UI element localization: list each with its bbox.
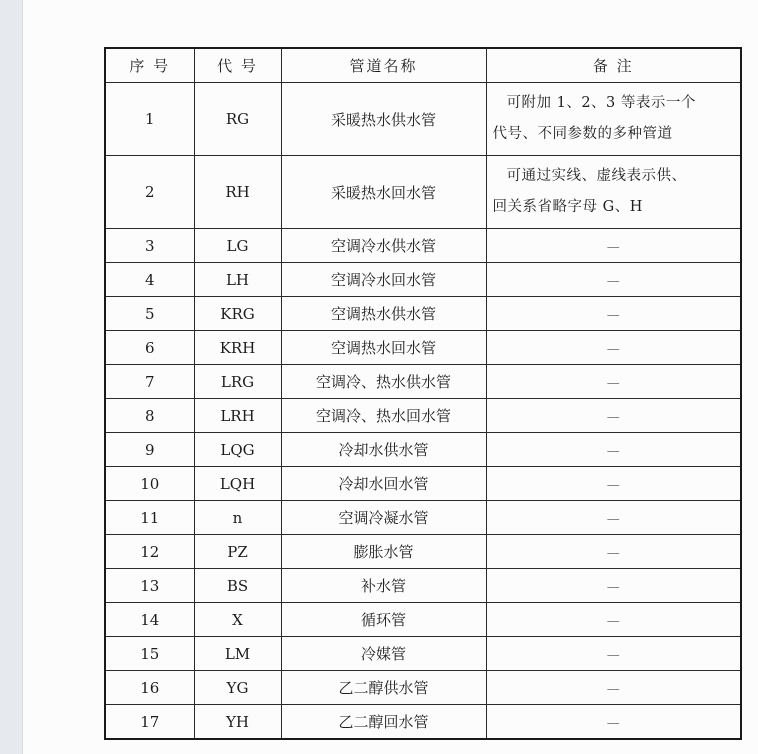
row-name: 空调热水回水管 bbox=[281, 331, 486, 365]
table-row bbox=[105, 83, 741, 156]
row-note-dash: — bbox=[606, 613, 620, 629]
row-note-line: 回关系省略字母 G、H bbox=[492, 199, 643, 215]
row-name: 循环管 bbox=[281, 603, 486, 637]
row-note bbox=[486, 535, 741, 569]
row-name: 空调冷水供水管 bbox=[281, 229, 486, 263]
row-note bbox=[486, 331, 741, 365]
row-name: 空调冷水回水管 bbox=[281, 263, 486, 297]
row-name: 冷却水回水管 bbox=[281, 467, 486, 501]
row-seq: 4 bbox=[105, 263, 194, 297]
row-seq: 9 bbox=[105, 433, 194, 467]
row-seq: 11 bbox=[105, 501, 194, 535]
row-note-dash: — bbox=[606, 477, 620, 493]
row-name: 空调冷、热水回水管 bbox=[281, 399, 486, 433]
row-code: KRH bbox=[194, 331, 281, 365]
row-note-line: 代号、不同参数的多种管道 bbox=[492, 126, 673, 142]
table-row bbox=[105, 399, 741, 433]
row-code: LRH bbox=[194, 399, 281, 433]
table-row bbox=[105, 365, 741, 399]
header-code: 代 号 bbox=[194, 48, 281, 83]
table-row bbox=[105, 467, 741, 501]
row-code: LG bbox=[194, 229, 281, 263]
table-row bbox=[105, 637, 741, 671]
row-note-dash: — bbox=[606, 443, 620, 459]
row-code: YH bbox=[194, 705, 281, 740]
row-note-line: 可附加 1、2、3 等表示一个 bbox=[506, 95, 696, 111]
row-code: n bbox=[194, 501, 281, 535]
row-name: 膨胀水管 bbox=[281, 535, 486, 569]
row-note bbox=[486, 229, 741, 263]
row-code: LQG bbox=[194, 433, 281, 467]
table-row bbox=[105, 671, 741, 705]
row-note-dash: — bbox=[606, 375, 620, 391]
row-seq: 1 bbox=[105, 83, 194, 156]
row-seq: 8 bbox=[105, 399, 194, 433]
header-seq: 序 号 bbox=[105, 48, 194, 83]
table-row bbox=[105, 501, 741, 535]
row-seq: 7 bbox=[105, 365, 194, 399]
row-note-dash: — bbox=[606, 273, 620, 289]
row-code: LRG bbox=[194, 365, 281, 399]
row-note-dash: — bbox=[606, 341, 620, 357]
row-name: 补水管 bbox=[281, 569, 486, 603]
row-note-dash: — bbox=[606, 647, 620, 663]
table-row bbox=[105, 705, 741, 740]
row-seq: 12 bbox=[105, 535, 194, 569]
row-name: 空调冷、热水供水管 bbox=[281, 365, 486, 399]
row-code: RG bbox=[194, 83, 281, 156]
table-row bbox=[105, 433, 741, 467]
row-note bbox=[486, 365, 741, 399]
row-seq: 2 bbox=[105, 156, 194, 229]
row-seq: 14 bbox=[105, 603, 194, 637]
row-note bbox=[486, 467, 741, 501]
row-note bbox=[486, 671, 741, 705]
row-note bbox=[486, 433, 741, 467]
row-note-dash: — bbox=[606, 579, 620, 595]
row-note-dash: — bbox=[606, 715, 620, 731]
row-note-dash: — bbox=[606, 511, 620, 527]
row-name: 采暖热水回水管 bbox=[281, 156, 486, 229]
row-note bbox=[486, 263, 741, 297]
row-code: X bbox=[194, 603, 281, 637]
table-row bbox=[105, 603, 741, 637]
row-note bbox=[486, 297, 741, 331]
row-note bbox=[486, 637, 741, 671]
table-row bbox=[105, 535, 741, 569]
row-note-dash: — bbox=[606, 239, 620, 255]
row-code: LM bbox=[194, 637, 281, 671]
row-name: 冷却水供水管 bbox=[281, 433, 486, 467]
row-seq: 3 bbox=[105, 229, 194, 263]
table-row bbox=[105, 331, 741, 365]
row-code: YG bbox=[194, 671, 281, 705]
row-code: RH bbox=[194, 156, 281, 229]
row-name: 采暖热水供水管 bbox=[281, 83, 486, 156]
row-seq: 5 bbox=[105, 297, 194, 331]
row-name: 空调冷凝水管 bbox=[281, 501, 486, 535]
row-note bbox=[486, 569, 741, 603]
row-note-dash: — bbox=[606, 307, 620, 323]
row-note bbox=[486, 399, 741, 433]
table-row bbox=[105, 263, 741, 297]
header-name: 管道名称 bbox=[281, 48, 486, 83]
row-code: PZ bbox=[194, 535, 281, 569]
pipe-code-table bbox=[104, 47, 742, 740]
row-note bbox=[486, 603, 741, 637]
row-note-dash: — bbox=[606, 681, 620, 697]
table-row bbox=[105, 156, 741, 229]
table-row bbox=[105, 229, 741, 263]
header-note: 备 注 bbox=[486, 48, 741, 83]
row-seq: 17 bbox=[105, 705, 194, 740]
row-note bbox=[486, 501, 741, 535]
row-seq: 6 bbox=[105, 331, 194, 365]
row-note-dash: — bbox=[606, 545, 620, 561]
row-name: 乙二醇回水管 bbox=[281, 705, 486, 740]
row-seq: 15 bbox=[105, 637, 194, 671]
row-note bbox=[486, 156, 741, 229]
row-note bbox=[486, 705, 741, 740]
row-note bbox=[486, 83, 741, 156]
row-name: 空调热水供水管 bbox=[281, 297, 486, 331]
row-seq: 16 bbox=[105, 671, 194, 705]
row-note-dash: — bbox=[606, 409, 620, 425]
row-seq: 10 bbox=[105, 467, 194, 501]
table-row bbox=[105, 297, 741, 331]
viewer-left-margin bbox=[0, 0, 23, 754]
row-code: LH bbox=[194, 263, 281, 297]
table-row bbox=[105, 569, 741, 603]
table-header-row bbox=[105, 48, 741, 83]
row-code: BS bbox=[194, 569, 281, 603]
row-seq: 13 bbox=[105, 569, 194, 603]
row-name: 乙二醇供水管 bbox=[281, 671, 486, 705]
row-name: 冷媒管 bbox=[281, 637, 486, 671]
row-code: KRG bbox=[194, 297, 281, 331]
row-note-line: 可通过实线、虚线表示供、 bbox=[506, 168, 687, 184]
row-code: LQH bbox=[194, 467, 281, 501]
